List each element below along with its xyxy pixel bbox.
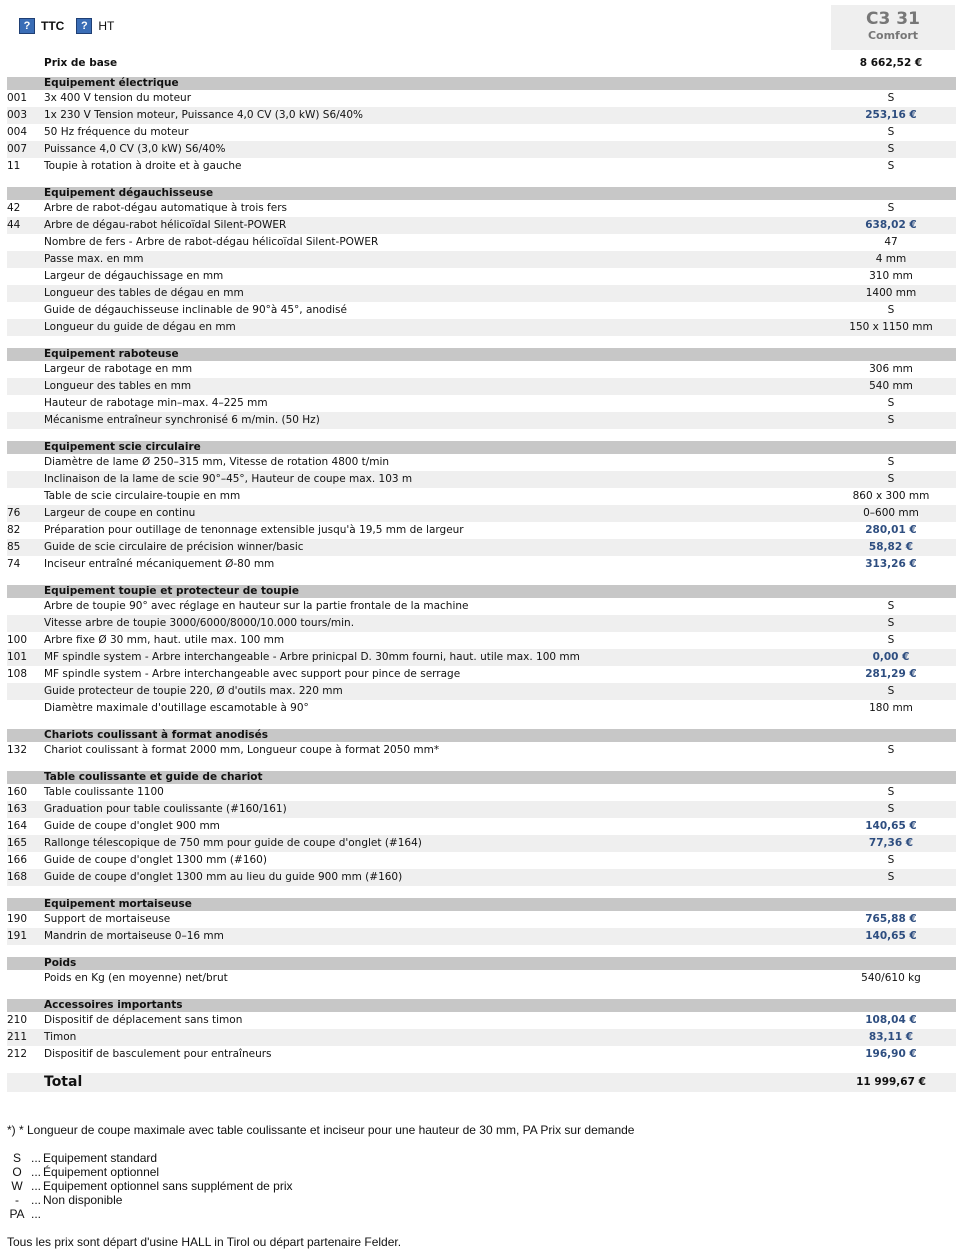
option-code: 160: [7, 786, 28, 798]
section-header: [7, 187, 956, 200]
option-description: 50 Hz fréquence du moteur: [44, 126, 189, 138]
table-row: [7, 683, 956, 700]
section-header: [7, 957, 956, 970]
table-row: [7, 505, 956, 522]
table-row: [7, 107, 956, 124]
option-description: Diamètre de lame Ø 250–315 mm, Vitesse de rotation 4800 t/min: [44, 456, 390, 468]
table-row: [7, 124, 956, 141]
option-description: Guide de scie circulaire de précision winner/basic: [44, 541, 304, 553]
option-code: 210: [7, 1014, 28, 1026]
option-price: 140,65 €: [865, 930, 917, 942]
option-description: Inclinaison de la lame de scie 90°–45°, Hauteur de coupe max. 103 m: [44, 473, 413, 485]
legend-item: [7, 1193, 293, 1207]
section-header: [7, 898, 956, 911]
option-description: MF spindle system - Arbre interchangeable - Arbre prinicpal D. 30mm fourni, haut. utile max. 100 mm: [44, 651, 580, 663]
legend-separator: ...: [31, 1179, 42, 1193]
option-code: 165: [7, 837, 28, 849]
option-price: 280,01 €: [865, 524, 917, 536]
table-row: [7, 598, 956, 615]
option-description: Largeur de dégauchissage en mm: [44, 270, 224, 282]
option-value: S: [887, 871, 895, 883]
option-description: Diamètre maximale d'outillage escamotable à 90°: [44, 702, 309, 714]
total-row: [7, 1073, 956, 1092]
legend-key: PA: [9, 1207, 25, 1221]
section-header: [7, 441, 956, 454]
option-code: 85: [7, 541, 21, 553]
option-value: 47: [884, 236, 898, 248]
option-code: 42: [7, 202, 21, 214]
footnote: *) * Longueur de coupe maximale avec table coulissante et inciseur pour une hauteur de 30 mm, PA Prix sur demande: [7, 1123, 635, 1137]
model-variant: Comfort: [867, 29, 919, 42]
toggle-ht-label: HT: [98, 19, 115, 33]
option-description: Longueur des tables de dégau en mm: [44, 287, 244, 299]
option-description: Chariot coulissant à format 2000 mm, Longueur coupe à format 2050 mm*: [44, 744, 440, 756]
section-spacer: [7, 759, 956, 771]
table-row: [7, 801, 956, 818]
option-description: Mandrin de mortaiseuse 0–16 mm: [44, 930, 224, 942]
option-code: 11: [7, 160, 21, 172]
option-value: S: [887, 160, 895, 172]
table-row: [7, 784, 956, 801]
option-value: S: [887, 473, 895, 485]
option-value: 540/610 kg: [861, 972, 921, 984]
option-description: Arbre fixe Ø 30 mm, haut. utile max. 100 mm: [44, 634, 285, 646]
section-title: Table coulissante et guide de chariot: [44, 771, 263, 783]
option-description: Longueur du guide de dégau en mm: [44, 321, 236, 333]
option-code: 108: [7, 668, 28, 680]
legend-key: O: [12, 1165, 22, 1179]
section-header: [7, 348, 956, 361]
legend-item: [7, 1179, 293, 1193]
option-description: Vitesse arbre de toupie 3000/6000/8000/10.000 tours/min.: [44, 617, 355, 629]
table-row: [7, 268, 956, 285]
section-title: Equipement mortaiseuse: [44, 898, 192, 910]
option-code: 132: [7, 744, 28, 756]
table-row: [7, 471, 956, 488]
option-description: Guide de coupe d'onglet 900 mm: [44, 820, 220, 832]
table-row: [7, 200, 956, 217]
table-row: [7, 852, 956, 869]
option-description: Passe max. en mm: [44, 253, 144, 265]
total-value: 11 999,67 €: [856, 1076, 926, 1088]
option-code: 166: [7, 854, 28, 866]
section-spacer: [7, 717, 956, 729]
option-description: Arbre de dégau-rabot hélicoïdal Silent-POWER: [44, 219, 287, 231]
option-code: 001: [7, 92, 28, 104]
legend-key: W: [11, 1179, 23, 1193]
option-code: 190: [7, 913, 28, 925]
table-row: [7, 742, 956, 759]
option-description: Inciseur entraîné mécaniquement Ø-80 mm: [44, 558, 275, 570]
option-code: 164: [7, 820, 28, 832]
option-value: S: [887, 803, 895, 815]
table-row: [7, 90, 956, 107]
option-code: 82: [7, 524, 21, 536]
option-value: S: [887, 600, 895, 612]
option-value: 4 mm: [875, 253, 907, 265]
option-value: S: [887, 685, 895, 697]
option-description: Mécanisme entraîneur synchronisé 6 m/min. (50 Hz): [44, 414, 320, 426]
legend-description: Equipement standard: [43, 1151, 158, 1165]
table-row: [7, 251, 956, 268]
table-row: [7, 700, 956, 717]
option-value: 1400 mm: [865, 287, 917, 299]
option-description: Arbre de toupie 90° avec réglage en hauteur sur la partie frontale de la machine: [44, 600, 469, 612]
section-header: [7, 585, 956, 598]
option-description: Table coulissante 1100: [44, 786, 164, 798]
table-row: [7, 632, 956, 649]
option-description: Guide de coupe d'onglet 1300 mm au lieu du guide 900 mm (#160): [44, 871, 403, 883]
option-value: S: [887, 854, 895, 866]
table-row: [7, 818, 956, 835]
option-value: S: [887, 202, 895, 214]
option-price: 77,36 €: [868, 837, 914, 849]
table-row: [7, 158, 956, 175]
option-description: Hauteur de rabotage min–max. 4–225 mm: [44, 397, 268, 409]
table-row: [7, 615, 956, 632]
option-price: 313,26 €: [865, 558, 917, 570]
legend-description: Equipement optionnel sans supplément de prix: [43, 1179, 293, 1193]
section-spacer: [7, 573, 956, 585]
section-title: Poids: [44, 957, 77, 969]
option-value: S: [887, 143, 895, 155]
option-description: Rallonge télescopique de 750 mm pour guide de coupe d'onglet (#164): [44, 837, 422, 849]
table-row: [7, 319, 956, 336]
base-price-label: Prix de base: [44, 57, 118, 69]
option-description: Poids en Kg (en moyenne) net/brut: [44, 972, 228, 984]
option-description: 3x 400 V tension du moteur: [44, 92, 192, 104]
total-label: Total: [44, 1074, 83, 1090]
legend-key: S: [12, 1151, 21, 1165]
table-row: [7, 395, 956, 412]
option-description: Timon: [44, 1031, 77, 1043]
option-code: 76: [7, 507, 21, 519]
option-value: 310 mm: [869, 270, 913, 282]
option-price: 196,90 €: [865, 1048, 917, 1060]
option-value: S: [887, 634, 895, 646]
section-header: [7, 77, 956, 90]
option-description: Préparation pour outillage de tenonnage extensible jusqu'à 19,5 mm de largeur: [44, 524, 464, 536]
option-description: Guide de coupe d'onglet 1300 mm (#160): [44, 854, 267, 866]
option-value: S: [887, 414, 895, 426]
section-header: [7, 729, 956, 742]
option-code: 163: [7, 803, 28, 815]
option-value: 306 mm: [869, 363, 913, 375]
table-row: [7, 454, 956, 471]
option-value: S: [887, 617, 895, 629]
help-icon[interactable]: ?: [19, 18, 35, 34]
legend-item: [7, 1207, 293, 1221]
table-row: [7, 378, 956, 395]
model-name: C3 31: [866, 9, 920, 29]
option-value: 0–600 mm: [863, 507, 919, 519]
section-header: [7, 999, 956, 1012]
option-description: Dispositif de basculement pour entraîneurs: [44, 1048, 272, 1060]
table-row: [7, 412, 956, 429]
option-description: 1x 230 V Tension moteur, Puissance 4,0 CV (3,0 kW) S6/40%: [44, 109, 364, 121]
table-row: [7, 1029, 956, 1046]
option-description: Dispositif de déplacement sans timon: [44, 1014, 243, 1026]
option-price: 281,29 €: [865, 668, 917, 680]
section-title: Accessoires importants: [44, 999, 183, 1011]
legend-separator: ...: [31, 1151, 42, 1165]
table-row: [7, 835, 956, 852]
option-value: S: [887, 92, 895, 104]
option-price: 765,88 €: [865, 913, 917, 925]
section-spacer: [7, 945, 956, 957]
table-row: [7, 217, 956, 234]
legend-description: Équipement optionnel: [43, 1165, 160, 1179]
option-code: 003: [7, 109, 28, 121]
table-row: [7, 361, 956, 378]
option-code: 44: [7, 219, 21, 231]
option-description: Toupie à rotation à droite et à gauche: [44, 160, 242, 172]
table-row: [7, 1012, 956, 1029]
table-row: [7, 539, 956, 556]
option-price: 83,11 €: [868, 1031, 914, 1043]
base-price-row: [7, 55, 956, 72]
option-value: 860 x 300 mm: [852, 490, 930, 502]
option-price: 108,04 €: [865, 1014, 917, 1026]
section-title: Equipement dégauchisseuse: [44, 187, 214, 199]
table-row: [7, 1046, 956, 1063]
table-row: [7, 869, 956, 886]
option-description: Graduation pour table coulissante (#160/161): [44, 803, 287, 815]
section-spacer: [7, 886, 956, 898]
toggle-ttc-label: TTC: [41, 19, 65, 33]
option-description: Puissance 4,0 CV (3,0 kW) S6/40%: [44, 143, 226, 155]
option-description: Table de scie circulaire-toupie en mm: [44, 490, 241, 502]
option-description: Largeur de coupe en continu: [44, 507, 196, 519]
table-row: [7, 302, 956, 319]
table-row: [7, 488, 956, 505]
table-row: [7, 911, 956, 928]
legend-separator: ...: [31, 1165, 42, 1179]
option-description: Arbre de rabot-dégau automatique à trois fers: [44, 202, 287, 214]
section-spacer: [7, 429, 956, 441]
legend: [7, 1151, 293, 1221]
option-description: MF spindle system - Arbre interchangeable avec support pour pince de serrage: [44, 668, 461, 680]
table-row: [7, 556, 956, 573]
toggle-ttc[interactable]: [19, 18, 64, 34]
option-value: S: [887, 397, 895, 409]
option-value: S: [887, 744, 895, 756]
option-description: Largeur de rabotage en mm: [44, 363, 193, 375]
bottom-note: Tous les prix sont départ d'usine HALL in Tirol ou départ partenaire Felder.: [7, 1235, 402, 1249]
option-code: 100: [7, 634, 28, 646]
table-row: [7, 649, 956, 666]
option-value: S: [887, 786, 895, 798]
option-value: 150 x 1150 mm: [849, 321, 933, 333]
legend-item: [7, 1151, 293, 1165]
legend-separator: ...: [31, 1207, 42, 1221]
table-row: [7, 285, 956, 302]
model-header: [831, 5, 955, 50]
help-icon[interactable]: ?: [76, 18, 92, 34]
section-header: [7, 771, 956, 784]
option-code: 101: [7, 651, 28, 663]
option-description: Guide protecteur de toupie 220, Ø d'outils max. 220 mm: [44, 685, 343, 697]
section-title: Equipement électrique: [44, 77, 179, 89]
legend-description: Non disponible: [43, 1193, 123, 1207]
legend-item: [7, 1165, 293, 1179]
sections: [7, 77, 956, 1063]
toggle-ht[interactable]: [76, 18, 114, 34]
section-spacer: [7, 987, 956, 999]
section-spacer: [7, 175, 956, 187]
table-row: [7, 666, 956, 683]
option-code: 211: [7, 1031, 28, 1043]
option-price: 140,65 €: [865, 820, 917, 832]
legend-separator: ...: [31, 1193, 42, 1207]
legend-key: -: [15, 1193, 19, 1207]
table-row: [7, 234, 956, 251]
option-price: 0,00 €: [872, 651, 910, 663]
option-description: Nombre de fers - Arbre de rabot-dégau hélicoïdal Silent-POWER: [44, 236, 379, 248]
option-description: Support de mortaiseuse: [44, 913, 171, 925]
table-row: [7, 970, 956, 987]
option-description: Longueur des tables en mm: [44, 380, 192, 392]
option-code: 74: [7, 558, 21, 570]
section-title: Equipement scie circulaire: [44, 441, 201, 453]
option-price: 253,16 €: [865, 109, 917, 121]
option-price: 638,02 €: [865, 219, 917, 231]
table-row: [7, 522, 956, 539]
option-code: 191: [7, 930, 28, 942]
section-title: Equipement toupie et protecteur de toupie: [44, 585, 299, 597]
option-code: 004: [7, 126, 28, 138]
table-row: [7, 928, 956, 945]
option-code: 168: [7, 871, 28, 883]
option-code: 212: [7, 1048, 28, 1060]
option-value: S: [887, 126, 895, 138]
option-description: Guide de dégauchisseuse inclinable de 90°à 45°, anodisé: [44, 304, 347, 316]
section-title: Chariots coulissant à format anodisés: [44, 729, 268, 741]
table-row: [7, 141, 956, 158]
option-value: S: [887, 456, 895, 468]
base-price-value: 8 662,52 €: [859, 57, 923, 69]
option-price: 58,82 €: [868, 541, 914, 553]
section-spacer: [7, 336, 956, 348]
option-code: 007: [7, 143, 28, 155]
price-table: [7, 55, 956, 1092]
section-title: Equipement raboteuse: [44, 348, 179, 360]
option-value: S: [887, 304, 895, 316]
price-mode-toggles: [19, 16, 126, 36]
option-value: 180 mm: [869, 702, 913, 714]
option-value: 540 mm: [869, 380, 913, 392]
